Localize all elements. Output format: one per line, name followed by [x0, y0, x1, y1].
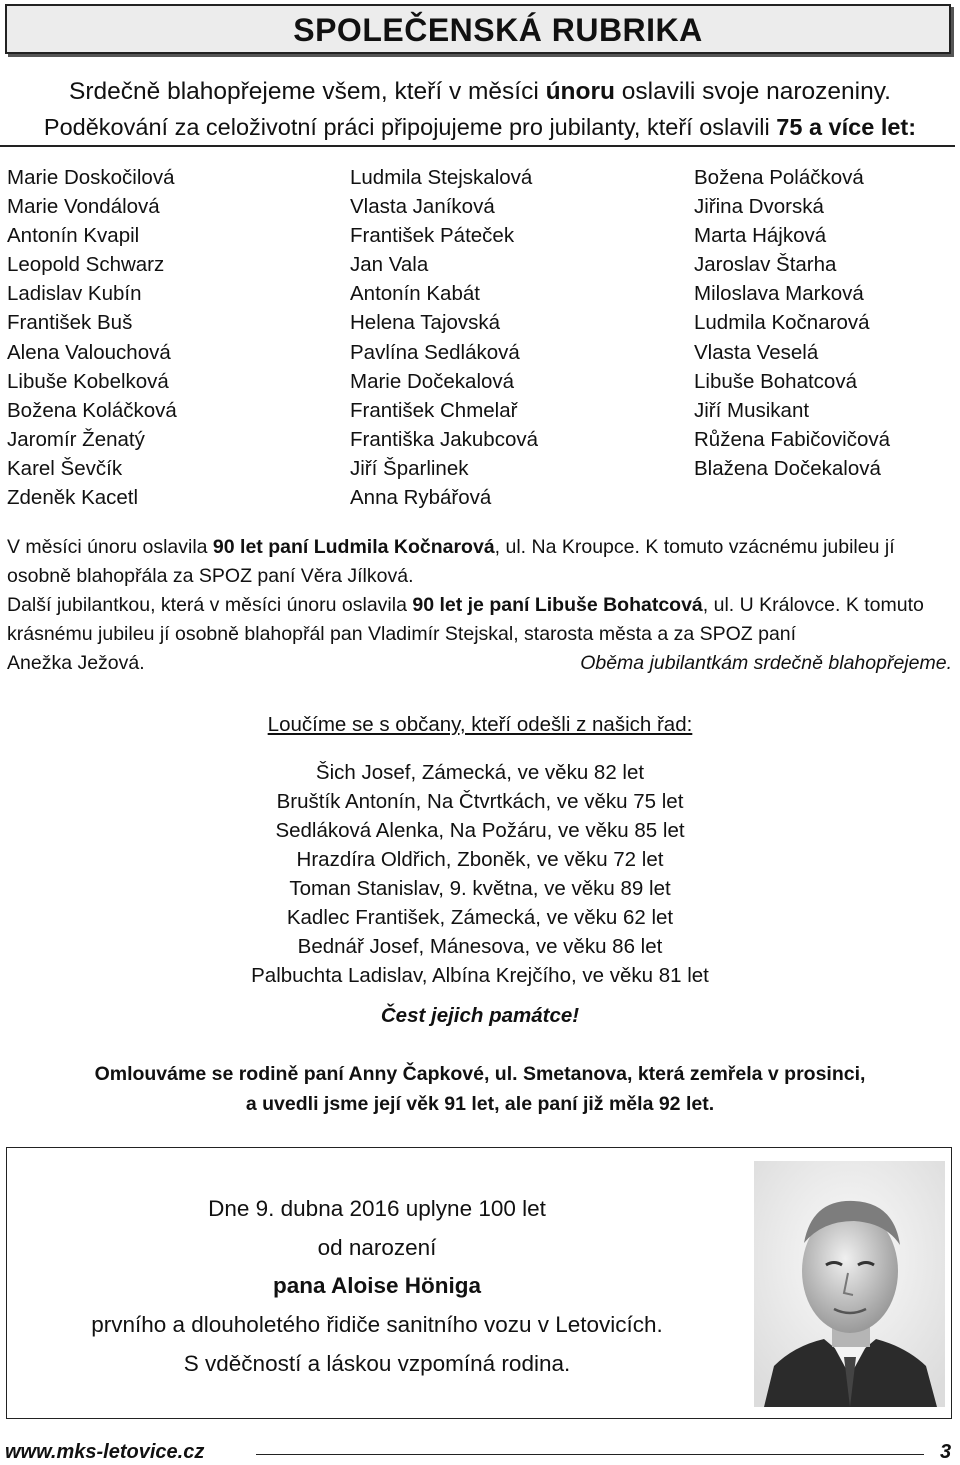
jubilee-name: Jan Vala: [350, 253, 429, 277]
death-entry: Šich Josef, Zámecká, ve věku 82 let: [315, 761, 645, 784]
jubilee-name: Marie Doskočilová: [7, 166, 175, 189]
jubilee-column-1: [7, 163, 177, 512]
jubilee-name: František Páteček: [350, 224, 515, 248]
death-entry: Palbuchta Ladislav, Albína Krejčího, ve věku 81 let: [251, 964, 709, 987]
para2-pre: Další jubilantkou, která v měsíci únoru oslavila: [7, 594, 413, 616]
jubilee-name: Růžena Fabičovičová: [694, 427, 890, 451]
death-entry: Kadlec František, Zámecká, ve věku 62 let: [286, 906, 674, 929]
jubilee-name: Marie Vondálová: [7, 195, 160, 219]
jubilee-name: Antonín Kabát: [350, 282, 480, 306]
greeting-line-1-post: oslavili svoje narozeniny.: [615, 78, 891, 105]
section-header: [5, 4, 951, 54]
jubilee-name: Jiří Musikant: [694, 398, 810, 422]
jubilee-column-3: [694, 163, 890, 483]
jubilee-name: Vlasta Janíková: [350, 195, 495, 219]
greeting-line-1: [0, 78, 960, 106]
page-number: 3: [940, 1441, 952, 1463]
jubilee-name: Ladislav Kubín: [7, 282, 142, 306]
jubilee-column-2: [350, 163, 538, 512]
memorial-line-1: Dne 9. dubna 2016 uplyne 100 let: [208, 1196, 546, 1221]
greeting-line-1-pre: Srdečně blahopřejeme všem, kteří v měsíci: [69, 78, 546, 105]
jubilee-name: Ludmila Kočnarová: [694, 311, 870, 335]
jubilee-name: Anna Rybářová: [350, 486, 492, 510]
memorial-line-3: pana Aloise Höniga: [273, 1273, 481, 1299]
jubilee-name: Božena Koláčková: [7, 398, 177, 422]
jubilee-name: Karel Ševčík: [7, 456, 123, 480]
jubilee-name: Libuše Kobelková: [7, 369, 169, 393]
jubilee-name: Helena Tajovská: [350, 311, 501, 335]
jubilee-name: Vlasta Veselá: [694, 340, 819, 364]
jubilee-name: Leopold Schwarz: [7, 253, 165, 277]
apology-line-1: Omlouváme se rodině paní Anny Čapkové, ul. Smetanova, která zemřela v prosinci,: [94, 1063, 866, 1085]
farewell-title: Loučíme se s občany, kteří odešli z našich řad:: [267, 713, 693, 736]
memorial-text: [7, 1190, 747, 1384]
jubilee-name: Jiřina Dvorská: [694, 195, 824, 219]
death-entry: Bruštík Antonín, Na Čtvrtkách, ve věku 75 let: [276, 790, 684, 813]
apology-notice: [0, 1060, 960, 1119]
jubilee-name: Pavlína Sedláková: [350, 340, 520, 364]
jubilee-name: Jaroslav Štarha: [694, 253, 837, 277]
death-entry: Hrazdíra Oldřich, Zboněk, ve věku 72 let: [296, 848, 664, 871]
death-entry: Sedláková Alenka, Na Požáru, ve věku 85 let: [275, 819, 685, 842]
greeting-age: 75 a více let:: [776, 114, 917, 140]
memorial-line-4: prvního a dlouholetého řidiče sanitního vozu v Letovicích.: [91, 1312, 663, 1338]
portrait-image: [754, 1161, 945, 1407]
para2-last-row: [7, 649, 952, 678]
jubilee-name: Antonín Kvapil: [7, 224, 140, 248]
footer-divider: [256, 1454, 924, 1455]
jubilee-name: Jaromír Ženatý: [7, 427, 145, 451]
honor-line: Čest jejich památce!: [380, 1004, 580, 1027]
jubilee-name: Zdeněk Kacetl: [7, 486, 139, 510]
memorial-box: [6, 1147, 952, 1419]
greeting-divider: [0, 145, 955, 147]
jubilee-name: Alena Valouchová: [7, 340, 171, 364]
footer-url: www.mks-letovice.cz: [5, 1441, 205, 1463]
para2-bold: 90 let je paní Libuše Bohatcová: [412, 594, 703, 616]
jubilee-name: Jiří Šparlinek: [350, 456, 469, 480]
section-title: SPOLEČENSKÁ RUBRIKA: [293, 12, 703, 48]
jubilee-paragraph-1: [7, 533, 952, 591]
memorial-line-5: S vděčností a láskou vzpomíná rodina.: [183, 1350, 571, 1376]
portrait-photo: [754, 1161, 945, 1407]
para1-pre: V měsíci únoru oslavila: [7, 536, 213, 558]
jubilee-name: Ludmila Stejskalová: [350, 166, 533, 189]
greeting-line-2-pre: Poděkování za celoživotní práci připojujeme pro jubilanty, kteří oslavili: [43, 114, 777, 140]
jubilee-name: Libuše Bohatcová: [694, 369, 857, 393]
jubilee-name: František Chmelař: [350, 398, 518, 422]
death-entry: Bednář Josef, Mánesova, ve věku 86 let: [297, 935, 663, 958]
para2-last: Anežka Ježová.: [7, 652, 145, 674]
para1-post: , ul. Na Kroupce. K tomuto vzácnému jubileu jí osobně blahopřála za SPOZ paní Věra Jílková.: [7, 536, 895, 587]
greeting-line-2: [0, 114, 960, 141]
para2-signoff: Oběma jubilantkám srdečně blahopřejeme.: [580, 652, 952, 674]
jubilee-name: František Buš: [7, 311, 133, 335]
para2-post: , ul. U Královce. K tomuto krásnému jubileu jí osobně blahopřál pan Vladimír Stejskal, starosta města a za SPOZ paní: [7, 594, 924, 645]
jubilee-name: Marie Dočekalová: [350, 369, 515, 393]
greeting-month: únoru: [545, 78, 615, 105]
jubilee-paragraph-2: [7, 591, 952, 678]
jubilee-name: Božena Poláčková: [694, 166, 864, 189]
jubilee-name: Marta Hájková: [694, 224, 827, 248]
memorial-line-2: od narození: [317, 1234, 437, 1260]
death-entry: Toman Stanislav, 9. května, ve věku 89 let: [289, 877, 671, 900]
jubilee-name: Miloslava Marková: [694, 282, 864, 306]
para1-bold: 90 let paní Ludmila Kočnarová: [212, 536, 495, 558]
jubilee-name: Blažena Dočekalová: [694, 456, 881, 480]
deaths-list: [0, 758, 960, 990]
apology-line-2: a uvedli jsme její věk 91 let, ale paní již měla 92 let.: [245, 1092, 715, 1115]
jubilee-name: Františka Jakubcová: [350, 427, 539, 451]
